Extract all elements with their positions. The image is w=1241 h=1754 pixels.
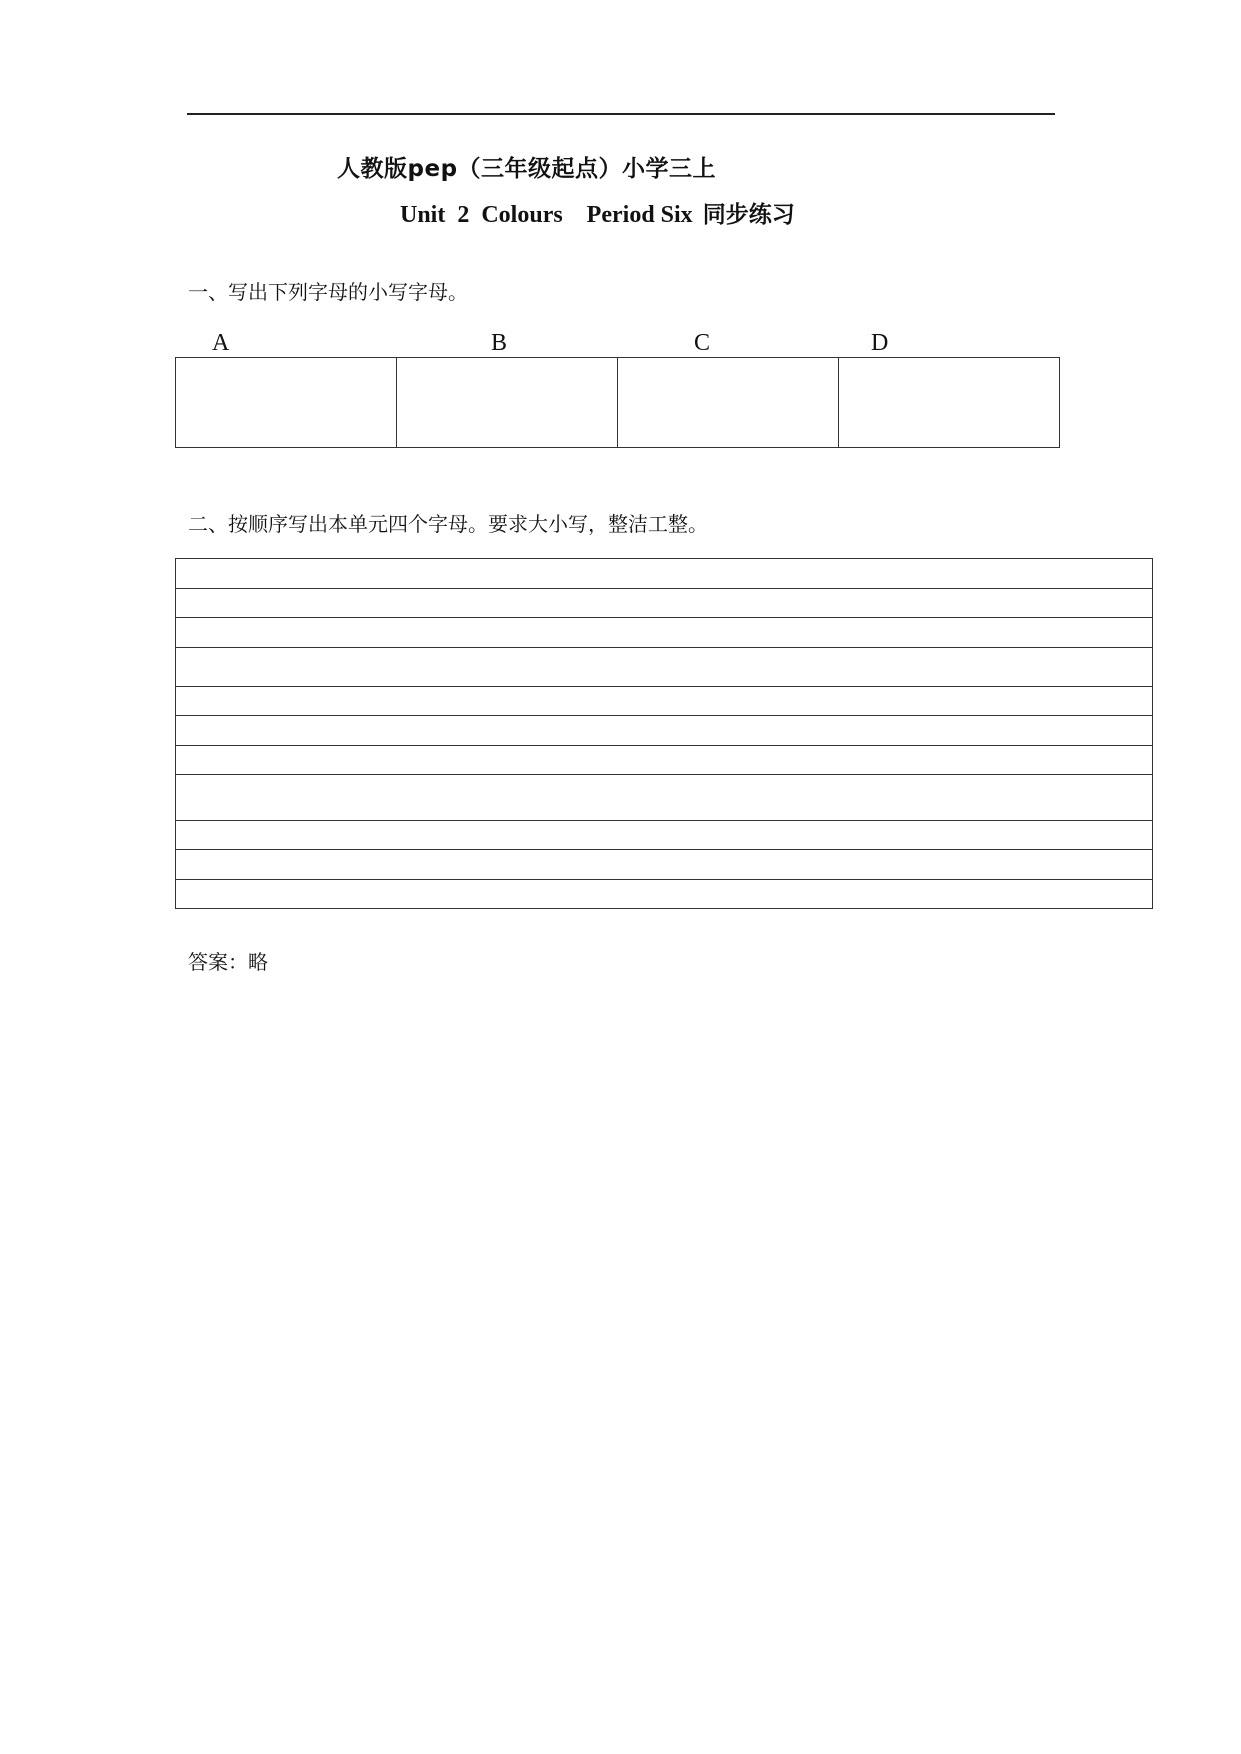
question-2-prompt: 二、按顺序写出本单元四个字母。要求大小写，整洁工整。 xyxy=(188,512,708,536)
header-rule xyxy=(187,113,1055,115)
writing-line[interactable] xyxy=(176,746,1152,775)
writing-line[interactable] xyxy=(176,589,1152,618)
writing-line[interactable] xyxy=(176,687,1152,716)
answer-box-d[interactable] xyxy=(839,358,1059,447)
letter-label-c: C xyxy=(694,330,711,356)
writing-line[interactable] xyxy=(176,850,1152,880)
writing-line[interactable] xyxy=(176,559,1152,589)
writing-line[interactable] xyxy=(176,775,1152,821)
lowercase-answer-boxes xyxy=(175,357,1060,448)
letter-label-b: B xyxy=(491,330,508,356)
exercise-type-label: 同步练习 xyxy=(702,202,795,228)
answer-box-c[interactable] xyxy=(618,358,839,447)
writing-line[interactable] xyxy=(176,716,1152,746)
unit-title: Unit 2 Colours Period Six xyxy=(400,202,693,228)
letter-label-a: A xyxy=(212,330,230,356)
question-1-prompt: 一、写出下列字母的小写字母。 xyxy=(188,280,468,304)
writing-line[interactable] xyxy=(176,880,1152,909)
page-subtitle xyxy=(400,196,795,229)
writing-line[interactable] xyxy=(176,821,1152,850)
answer-box-b[interactable] xyxy=(397,358,618,447)
answer-note: 答案：略 xyxy=(188,950,268,974)
page-title: 人教版pep（三年级起点）小学三上 xyxy=(337,156,717,182)
answer-box-a[interactable] xyxy=(176,358,397,447)
writing-line[interactable] xyxy=(176,648,1152,687)
writing-line[interactable] xyxy=(176,618,1152,648)
letter-label-d: D xyxy=(871,330,889,356)
handwriting-lines xyxy=(175,558,1153,909)
